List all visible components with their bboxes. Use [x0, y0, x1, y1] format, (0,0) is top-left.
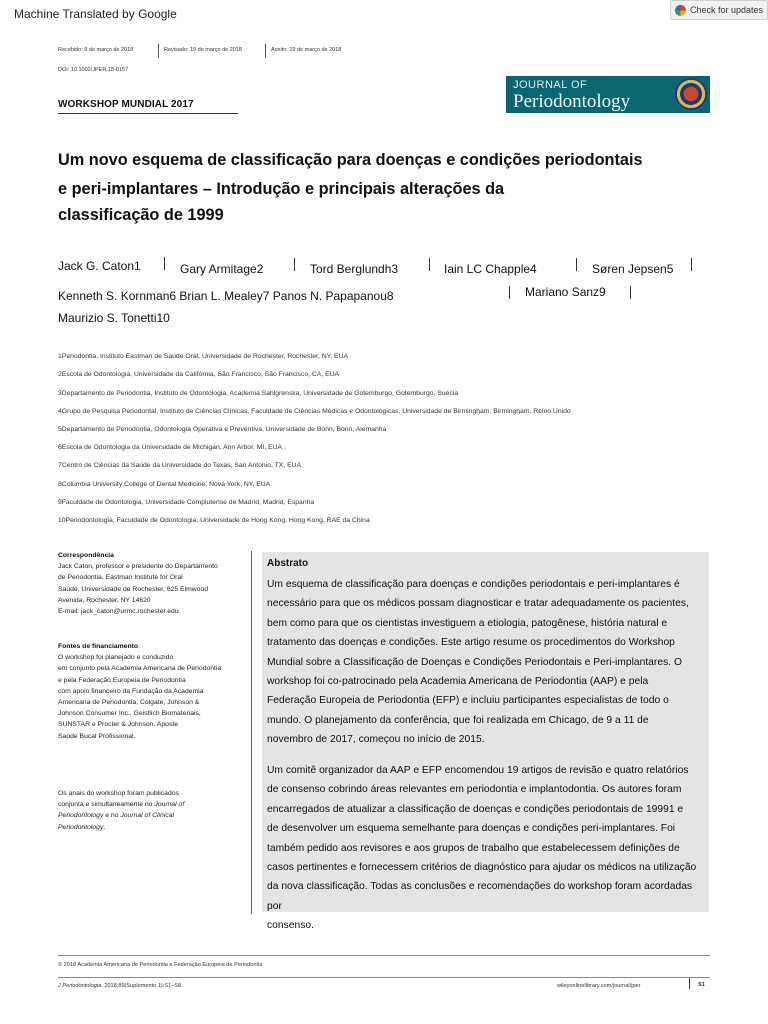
revised-date: Revisado: 19 de março de 2018: [164, 47, 242, 53]
funding-line: e pela Federação Europeia de Periodontia: [58, 676, 186, 684]
abstract-paragraph-2: [267, 761, 707, 936]
title-line: Um novo esquema de classificação para doenças e condições periodontais: [58, 151, 643, 169]
funding-line: com apoio financeiro da Fundação da Academia: [58, 687, 204, 695]
received-date: Recebido: 9 de março de 2018: [58, 47, 134, 53]
article-title: [58, 146, 688, 230]
author: Søren Jepsen5: [592, 262, 674, 276]
abstract-line: novembro de 2017, começou no início de 2015.: [267, 734, 485, 746]
journal-logo: [506, 76, 710, 113]
funding-line: Johnson Consumer Inc., Geistlich Biomateriais,: [58, 710, 201, 718]
page-number: S1: [698, 982, 705, 988]
proceedings-line: Os anais do workshop foram publicados: [58, 790, 179, 797]
abstract-box: [262, 552, 709, 932]
machine-translated-banner: Machine Translated by Google: [14, 7, 177, 21]
abstract-line: consenso.: [267, 920, 314, 932]
copyright: © 2018 Academia Americana de Periodontia e Federação Europeia de Periodontia: [58, 962, 263, 968]
accepted-date: Aceito: 19 de março de 2018: [271, 47, 342, 53]
funding-line: O workshop foi planejado e conduzido: [58, 654, 174, 662]
history-divider: [265, 44, 266, 58]
affiliation: 5Departamento de Periodontia, Odontologia Operativa e Preventiva, Universidade de Bonn, Bonn, Alemanha: [58, 426, 387, 433]
abstract-line: casos pertinentes e fornecessem critérios de diagnóstico para ajudar os médicos na utilização: [267, 862, 697, 874]
author-group: Kenneth S. Kornman6 Brian L. Mealey7 Panos N. Papapanou8: [58, 289, 394, 303]
affiliation: 3Departamento de Periodontia, Instituto de Odontologia, Academia Sahlgrenska, Universidade de Gotemburgo, Gotemburgo, Suécia: [58, 390, 459, 397]
abstract-line: encarregados de atualizar a classificação de doenças e condições periodontais de 19991 e: [267, 803, 684, 815]
funding-heading: Fontes de financiamento: [58, 643, 139, 650]
author-divider: [691, 258, 692, 271]
abstract-heading: Abstrato: [267, 558, 309, 569]
proceedings-line: Periodontology e no Journal of Clinical: [58, 812, 175, 820]
abstract-line: workshop foi co-patrocinado pela Academia Americana de Periodontia (AAP) e pela: [267, 676, 649, 688]
correspondence-line: Jack Caton, professor e presidente do Departamento: [58, 563, 218, 571]
section-label: WORKSHOP MUNDIAL 2017: [58, 99, 194, 110]
affiliation: 10Periodontologia, Faculdade de Odontologia, Universidade de Hong Kong, Hong Kong, RAE da China: [58, 517, 370, 524]
journal-logo-line2: Periodontology: [513, 91, 631, 112]
funding-line: Saúde Bucal Profissional.: [58, 732, 136, 740]
correspondence-line: Avenida, Rochester, NY 14620: [58, 596, 151, 604]
history-divider: [158, 44, 159, 58]
correspondence-block: [58, 550, 248, 617]
affiliation: 7Centro de Ciências da Saúde da Universidade do Texas, San Antonio, TX, EUA: [58, 462, 302, 469]
affiliation: 6Escola de Odontologia da Universidade de Michigan, Ann Arbor, MI, EUA: [58, 444, 283, 451]
abstract-line: Um comitê organizador da AAP e EFP encomendou 19 artigos de revisão e quatro relatórios: [267, 765, 689, 776]
author: Tord Berglundh3: [310, 262, 399, 276]
abstract-line: necessário para que os médicos possam diagnosticar e tratar adequadamente os pacientes,: [267, 598, 689, 610]
page-divider: [689, 978, 690, 989]
abstract-line: Um esquema de classificação para doenças e condições periodontais e peri-implantares é: [267, 579, 680, 590]
author: Gary Armitage2: [180, 262, 264, 276]
abstract-line: mundo. O planejamento da conferência, que foi realizada em Chicago, de 9 a 11 de: [267, 714, 649, 726]
abstract-line: bem como para que os cientistas investiguem a etiologia, patogênese, história natural e: [267, 617, 668, 629]
correspondence-line: Saúde, Universidade de Rochester, 625 Elmwood: [58, 585, 208, 593]
doi: DOI: 10.1002/JPER.18-0157: [58, 67, 129, 73]
abstract-line: Mundial sobre a Classificação de Doenças e Condições Periodontais e Peri-implantares. O: [267, 656, 682, 668]
proceedings-line: conjunta e simultaneamente no Journal of: [58, 801, 185, 809]
abstract-line: de desenvolver um esquema semelhante para doenças e condições peri-implantares. Foi: [267, 823, 676, 835]
title-line: e peri-implantares – Introdução e principais alterações da: [58, 180, 505, 198]
funding-line: Americana de Periodontia, Colgate, Johnson &: [58, 699, 200, 707]
author-divider: [630, 286, 631, 299]
abstract-line: tratamento das doenças e condições. Este artigo resume os procedimentos do Workshop: [267, 637, 675, 649]
check-for-updates-button[interactable]: [670, 0, 768, 20]
affiliation: 2Escola de Odontologia, Universidade da Califórnia, São Francisco, São Francisco, CA, EUA: [58, 371, 340, 378]
correspondence-line: de Periodontia, Eastman Institute for Oral: [58, 574, 183, 582]
funding-line: SUNSTAR e Procter & Johnson. Aposte: [58, 721, 179, 729]
author-divider: [576, 258, 577, 271]
correspondence-heading: Correspondência: [58, 552, 114, 559]
affiliation: 1Periodontia, Instituto Eastman de Saúde Oral, Universidade de Rochester, Rochester, NY, EUA: [58, 353, 349, 360]
author: Jack G. Caton1: [58, 259, 141, 273]
author-divider: [509, 286, 510, 299]
abstract-line: de consenso cobrindo áreas relevantes em periodontia e implantodontia. Os autores foram: [267, 784, 682, 796]
section-rule: [58, 113, 238, 114]
journal-logo-line1: JOURNAL OF: [513, 79, 588, 91]
check-for-updates-label: Check for updates: [690, 5, 764, 15]
crossmark-icon: [675, 5, 686, 16]
footer-rule: [58, 977, 710, 978]
title-line: classificação de 1999: [58, 206, 224, 224]
author: Iain LC Chapple4: [444, 262, 537, 276]
column-divider: [251, 551, 252, 914]
journal-url[interactable]: wileyonlinelibrary.com/journal/jper: [557, 983, 641, 989]
author: Maurizio S. Tonetti10: [58, 311, 170, 325]
abstract-paragraph-1: [267, 575, 707, 750]
abstract-line: da nova classificação. Todas as conclusões e recomendações do workshop foram acordadas por: [267, 881, 693, 912]
proceedings-line: Periodontology.: [58, 823, 106, 831]
abstract-line: Federação Europeia de Periodontia (EFP) e incluiu participantes especialistas de todo o: [267, 695, 669, 707]
aap-seal-icon: [675, 78, 707, 110]
abstract-line: também pedido aos revisores e aos grupos de trabalho que estabelecessem definições de: [267, 842, 680, 854]
author-divider: [429, 258, 430, 271]
affiliation: 8Columbia University College of Dental Medicine, Nova York, NY, EUA: [58, 481, 271, 488]
author-divider: [294, 258, 295, 271]
correspondence-email[interactable]: E-mail: jack_caton@urmc.rochester.edu: [58, 608, 179, 616]
citation: J Periodontologia. 2018;89(Suplemento 1):S1–S8.: [58, 983, 183, 989]
affiliation: 9Faculdade de Odontologia, Universidade Complutense de Madrid, Madrid, Espanha: [58, 499, 315, 506]
author: Mariano Sanz9: [525, 285, 606, 299]
footer-rule: [58, 955, 710, 956]
funding-block: [58, 641, 248, 742]
author-divider: [164, 257, 165, 270]
proceedings-note: [58, 788, 248, 833]
funding-line: em conjunto pela Academia Americana de Periodontia: [58, 665, 222, 673]
affiliation: 4Grupo de Pesquisa Periodontal, Instituto de Ciências Clínicas, Faculdade de Ciências Médicas e Odontológicas, Universidade de Birmingham, Birmingham, Reino Unido: [58, 408, 571, 415]
